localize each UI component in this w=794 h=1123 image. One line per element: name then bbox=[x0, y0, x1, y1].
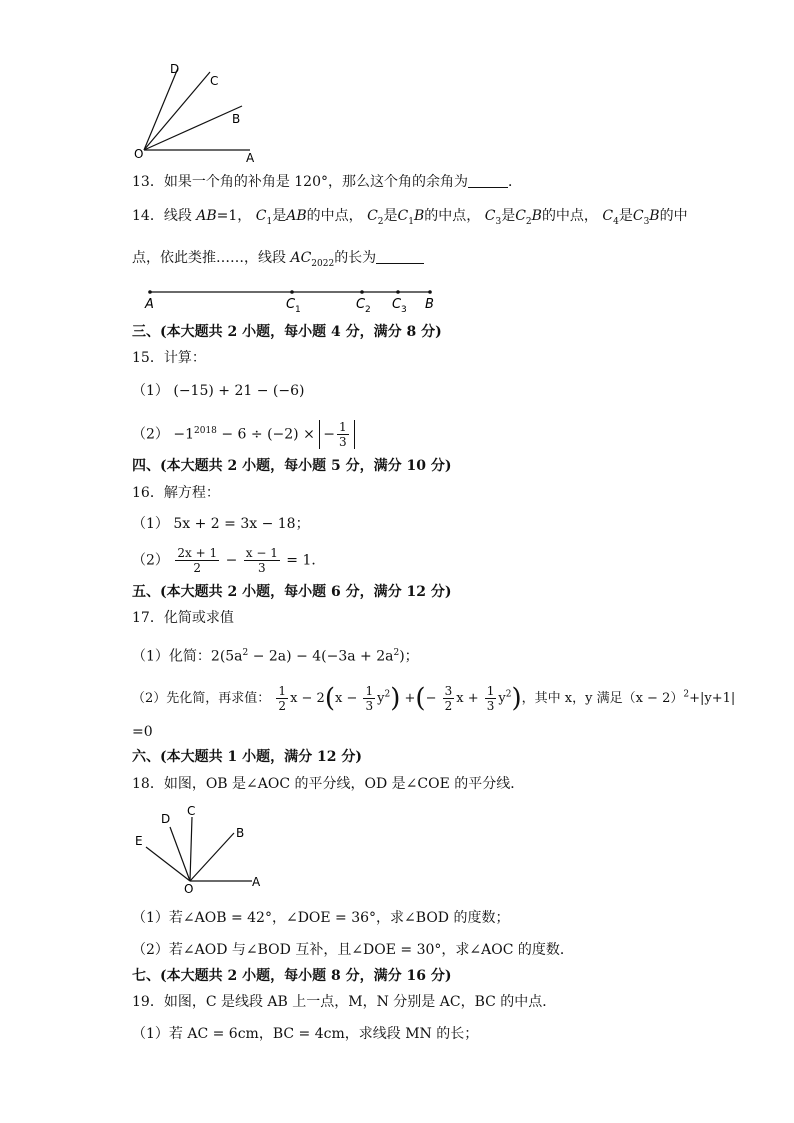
label-O: O bbox=[134, 147, 144, 161]
section-5-heading: 五、(本大题共 2 小题，每小题 6 分，满分 12 分) bbox=[132, 584, 452, 600]
label-D: D bbox=[170, 62, 180, 76]
answer-blank[interactable] bbox=[376, 249, 424, 264]
question-13: 13．如果一个角的补角是 120°，那么这个角的余角为 ． bbox=[132, 174, 522, 190]
label-C3-sub: 3 bbox=[401, 305, 407, 315]
label-B: B bbox=[236, 826, 245, 840]
question-15-part2: $(2) -1^{2018} - 6 \div (-2)$ × − $\frac{1}{3}$ bbox=[132, 420, 355, 449]
label-E: E bbox=[135, 834, 143, 848]
question-17-title: 17．化简或求值 bbox=[132, 610, 234, 626]
label-C: C bbox=[210, 74, 219, 88]
question-17-part1: （1）化简：$2(5a^2 - 2a) - 4(-3a + 2a^2)$； bbox=[132, 648, 419, 665]
label-B: B bbox=[425, 297, 434, 312]
question-18-part2: （2）若∠AOD 与∠BOD 互补，且∠DOE = 30°，求∠AOC 的度数． bbox=[132, 942, 574, 958]
section-3-heading: 三、(本大题共 2 小题，每小题 4 分，满分 8 分) bbox=[132, 324, 442, 340]
label-A: A bbox=[145, 297, 154, 312]
label-O: O bbox=[184, 882, 194, 895]
label-C1: C bbox=[286, 297, 296, 312]
question-16-part2: （2） $\frac{2x + 1}{2}$ − $\frac{x - 1}{3}$ = 1． bbox=[132, 546, 326, 575]
section-6-heading: 六、(本大题共 1 小题，满分 12 分) bbox=[132, 749, 362, 765]
question-17-part2-cont: =0 bbox=[132, 724, 153, 740]
question-15-title: 15．计算： bbox=[132, 350, 206, 366]
label-C2: C bbox=[356, 297, 366, 312]
figure-angles-1 bbox=[130, 58, 270, 168]
question-16-title: 16．解方程： bbox=[132, 485, 220, 501]
question-14-line1: 14．线段 AB=1， $C_1$是AB的中点， $C_2$是$C_1B$的中点， $C_3$是$C_2B$的中点， $C_4$是$C_3B$的中 bbox=[132, 208, 688, 227]
label-A: A bbox=[246, 151, 255, 165]
section-4-heading: 四、(本大题共 2 小题，每小题 5 分，满分 10 分) bbox=[132, 458, 452, 474]
question-19-part1: （1）若 AC = 6cm，BC = 4cm，求线段 MN 的长； bbox=[132, 1026, 479, 1042]
label-A: A bbox=[252, 875, 261, 889]
label-D: D bbox=[161, 812, 171, 826]
absolute-value: − $\frac{1}{3}$ bbox=[319, 420, 354, 449]
question-18-title: 18．如图，OB 是∠AOC 的平分线，OD 是∠COE 的平分线． bbox=[132, 776, 525, 792]
label-C3: C bbox=[392, 297, 402, 312]
question-14-line2: 点，依此类推……，线段 $AC_{2022}$的长为 bbox=[132, 248, 424, 274]
label-C1-sub: 1 bbox=[295, 305, 301, 315]
figure-angles-2 bbox=[130, 803, 270, 895]
figure-segment bbox=[138, 282, 458, 318]
label-C2-sub: 2 bbox=[365, 305, 371, 315]
question-19-title: 19．如图，C 是线段 AB 上一点，M，N 分别是 AC，BC 的中点． bbox=[132, 994, 557, 1010]
answer-blank[interactable] bbox=[468, 173, 508, 188]
label-B: B bbox=[232, 112, 241, 126]
label-C: C bbox=[187, 804, 196, 818]
question-15-part1: （1） (−15) + 21 − (−6) bbox=[132, 383, 305, 399]
section-7-heading: 七、(本大题共 2 小题，每小题 8 分，满分 16 分) bbox=[132, 968, 452, 984]
question-17-part2: （2）先化简，再求值： $\frac{1}{2}$ x − 2(x − $\frac{1}{3}$ $y^2$) +(− $\frac{3}{2}$ x + $\frac{1}{3}$ $y^2$)，其中 x，y 满足$(x - 2)^2+|y+1|$ bbox=[132, 683, 736, 714]
question-16-part1: （1） 5x + 2 = 3x − 18； bbox=[132, 516, 310, 532]
question-18-part1: （1）若∠AOB = 42°，∠DOE = 36°，求∠BOD 的度数； bbox=[132, 910, 510, 926]
